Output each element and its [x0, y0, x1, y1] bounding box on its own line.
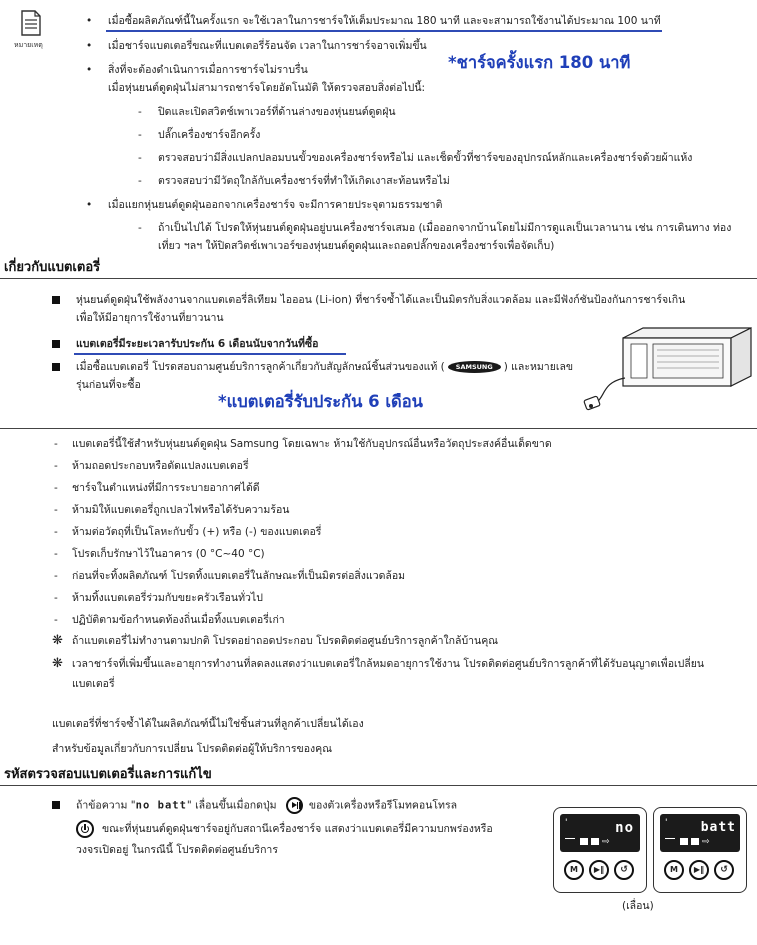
battery-warranty: แบตเตอรี่มีระยะเวลารับประกัน 6 เดือนนับจากวันที่ซื้อ — [76, 338, 319, 350]
section-divider — [0, 785, 757, 786]
recharge-button-icon: ↺ — [614, 860, 634, 880]
samsung-logo — [448, 361, 501, 373]
star-note-1: ถ้าแบตเตอรี่ไม่ทำงานตามปกติ โปรดอย่าถอดประกอบ โปรดติดต่อศูนย์บริการลูกค้าใกล้บ้านคุณ — [72, 635, 498, 647]
play-pause-button-icon: ▶‖ — [589, 860, 609, 880]
final-note-line-2: สำหรับข้อมูลเกี่ยวกับการเปลี่ยน โปรดติดต่อผู้ให้บริการของคุณ — [52, 743, 332, 755]
note-bullet-3-sub: เมื่อหุ่นยนต์ดูดฝุ่นไม่สามารถชาร์จโดยอัตโนมัติ ให้ตรวจสอบสิ่งต่อไปนี้: — [108, 82, 426, 94]
codes-line-2-text: ขณะที่หุ่นยนต์ดูดฝุ่นชาร์จอยู่กับสถานีเครื่องชาร์จ แสดงว่าแบตเตอรี่มีความบกพร่องหรือ — [102, 823, 493, 835]
caution-9: ปฏิบัติตามข้อกำหนดท้องถิ่นเมื่อทิ้งแบตเตอรี่เก่า — [72, 614, 285, 626]
play-pause-icon — [286, 797, 303, 814]
display-panel-no — [553, 807, 647, 893]
section-divider — [0, 428, 757, 429]
asterisk-icon: ❋ — [52, 633, 63, 648]
caution-6: โปรดเก็บรักษาไว้ในอาคาร (0 °C~40 °C) — [72, 548, 265, 560]
dash: - — [138, 175, 142, 187]
highlight-underline — [74, 353, 346, 355]
square-bullet — [52, 363, 60, 371]
battery-para-3-text-b: ) และหมายเลข — [503, 361, 574, 373]
codes-line-1-a: ถ้าข้อความ " — [76, 799, 136, 812]
note-label: หมายเหตุ — [14, 41, 43, 49]
star-note-2-line-1: เวลาชาร์จที่เพิ่มขึ้นและอายุการทำงานที่ลดลงแสดงว่าแบตเตอรี่ใกล้หมดอายุการใช้งาน โปรดติดต่อศูนย์บริการลูกค้าที่ได้รับอนุญาตเพื่อเปลี่ยน — [72, 658, 705, 670]
dash: - — [138, 129, 142, 141]
dash: - — [138, 106, 142, 118]
final-note-line-1: แบตเตอรี่ที่ชาร์จซ้ำได้ในผลิตภัณฑ์นี้ไม่ใช่ชิ้นส่วนที่ลูกค้าเปลี่ยนได้เอง — [52, 718, 364, 730]
caution-1: แบตเตอรี่นี้ใช้สำหรับหุ่นยนต์ดูดฝุ่น Samsung โดยเฉพาะ ห้ามใช้กับอุปกรณ์อื่นหรือวัตถุประสงค์อื่นเด็ดขาด — [72, 438, 552, 450]
dash: - — [54, 504, 58, 516]
dash: - — [138, 222, 142, 234]
bullet-dot: • — [86, 64, 93, 76]
dash: - — [54, 570, 58, 582]
power-icon — [76, 820, 94, 838]
battery-para-1-line-1: หุ่นยนต์ดูดฝุ่นใช้พลังงานจากแบตเตอรี่ลิเทียม ไอออน (Li-ion) ที่ชาร์จซ้ำได้และเป็นมิตรกับสิ่งแวดล้อม และมีฟังก์ชันป้องกันการชาร์จเกิน — [76, 294, 686, 306]
bullet-dot: • — [86, 15, 93, 27]
note-icon — [20, 10, 42, 36]
asterisk-icon: ❋ — [52, 656, 63, 671]
highlight-underline — [106, 30, 662, 32]
note-bullet-2: เมื่อชาร์จแบตเตอรี่ขณะที่แบตเตอรี่ร้อนจัด เวลาในการชาร์จอาจเพิ่มขึ้น — [108, 40, 427, 52]
dash: - — [54, 460, 58, 472]
caution-4: ห้ามมิให้แบตเตอรี่ถูกเปลวไฟหรือได้รับความร้อน — [72, 504, 290, 516]
lcd-screen: ' no ⇨ — [560, 814, 640, 852]
dash: - — [54, 526, 58, 538]
caution-3: ชาร์จในตำแหน่งที่มีการระบายอากาศได้ดี — [72, 482, 260, 494]
codes-line-1 — [76, 797, 457, 814]
dash: - — [54, 614, 58, 626]
codes-line-3: วงจรเปิดอยู่ ในกรณีนี้ โปรดติดต่อศูนย์บริการ — [76, 844, 278, 856]
codes-line-1-c: ของตัวเครื่องหรือรีโมทคอนโทรล — [308, 799, 458, 812]
no-batt-code: no batt — [135, 799, 187, 812]
discharge-line-1: ถ้าเป็นไปได้ โปรดให้หุ่นยนต์ดูดฝุ่นอยู่บนเครื่องชาร์จเสมอ (เมื่อออกจากบ้านโดยไม่มีการดูแลเป็นเวลานาน เช่น การเดินทาง ท่อง — [158, 222, 732, 234]
charge-callout: *ชาร์จครั้งแรก 180 นาที — [448, 53, 631, 72]
battery-para-3-text-a: เมื่อซื้อแบตเตอรี่ โปรดสอบถามศูนย์บริการลูกค้าเกี่ยวกับสัญลักษณ์ชิ้นส่วนของแท้ ( — [76, 361, 445, 373]
lcd-screen: ' batt ⇨ — [660, 814, 740, 852]
caution-5: ห้ามต่อวัตถุที่เป็นโลหะกับขั้ว (+) หรือ (-) ของแบตเตอรี่ — [72, 526, 322, 538]
caution-8: ห้ามทิ้งแบตเตอรี่ร่วมกับขยะครัวเรือนทั่วไป — [72, 592, 263, 604]
dash: - — [54, 438, 58, 450]
warranty-callout: *แบตเตอรี่รับประกัน 6 เดือน — [218, 392, 423, 411]
play-pause-button-icon: ▶‖ — [689, 860, 709, 880]
battery-para-3-line-1 — [76, 359, 573, 375]
codes-section-title: รหัสตรวจสอบแบตเตอรี่และการแก้ไข — [4, 767, 212, 782]
note-bullet-3: สิ่งที่จะต้องดำเนินการเมื่อการชาร์จไม่ราบรื่น — [108, 64, 308, 76]
check-item-4: ตรวจสอบว่ามีวัตถุใกล้กับเครื่องชาร์จที่ทำให้เกิดเงาสะท้อนหรือไม่ — [158, 175, 450, 187]
battery-section-title: เกี่ยวกับแบตเตอรี่ — [4, 260, 101, 275]
square-bullet — [52, 296, 60, 304]
note-bullet-1: เมื่อซื้อผลิตภัณฑ์นี้ในครั้งแรก จะใช้เวลาในการชาร์จให้เต็มประมาณ 180 นาที และจะสามารถใช้งานได้ประมาณ 100 นาที — [108, 15, 661, 27]
dash: - — [54, 592, 58, 604]
check-item-2: ปลั๊กเครื่องชาร์จอีกครั้ง — [158, 129, 261, 141]
section-divider — [0, 278, 757, 279]
caution-2: ห้ามถอดประกอบหรือดัดแปลงแบตเตอรี่ — [72, 460, 249, 472]
bullet-dot: • — [86, 40, 93, 52]
caution-7: ก่อนที่จะทิ้งผลิตภัณฑ์ โปรดทิ้งแบตเตอรี่ในลักษณะที่เป็นมิตรต่อสิ่งแวดล้อม — [72, 570, 406, 582]
codes-line-2 — [76, 820, 493, 838]
star-note-2-line-2: แบตเตอรี่ — [72, 678, 115, 690]
check-item-3: ตรวจสอบว่ามีสิ่งแปลกปลอมบนขั้วของเครื่องชาร์จหรือไม่ และเช็ดขั้วที่ชาร์จของอุปกรณ์หลักและเครื่องชาร์จด้วยผ้าแห้ง — [158, 152, 693, 164]
note-bullet-4: เมื่อแยกหุ่นยนต์ดูดฝุ่นออกจากเครื่องชาร์จ จะมีการคายประจุตามธรรมชาติ — [108, 199, 443, 211]
dash: - — [54, 548, 58, 560]
display-caption: (เลื่อน) — [622, 900, 654, 912]
dash: - — [138, 152, 142, 164]
charger-illustration — [583, 326, 755, 416]
codes-line-1-b: " เลื่อนขึ้นเมื่อกดปุ่ม — [186, 799, 277, 812]
display-panel-batt — [653, 807, 747, 893]
battery-para-3-line-2: รุ่นก่อนที่จะซื้อ — [76, 379, 141, 391]
lcd-text-batt: batt — [700, 820, 736, 835]
battery-para-1-line-2: เพื่อให้มีอายุการใช้งานที่ยาวนาน — [76, 312, 224, 324]
mode-button-icon: M — [564, 860, 584, 880]
dash: - — [54, 482, 58, 494]
recharge-button-icon: ↺ — [714, 860, 734, 880]
square-bullet — [52, 340, 60, 348]
discharge-line-2: เที่ยว ฯลฯ ให้ปิดสวิตช์เพาเวอร์ของหุ่นยนต์ดูดฝุ่นและถอดปลั๊กของเครื่องชาร์จเพื่อจัดเก็บ) — [158, 240, 555, 252]
lcd-text-no: no — [615, 820, 634, 836]
bullet-dot: • — [86, 199, 93, 211]
mode-button-icon: M — [664, 860, 684, 880]
square-bullet — [52, 801, 60, 809]
check-item-1: ปิดและเปิดสวิตช์เพาเวอร์ที่ด้านล่างของหุ่นยนต์ดูดฝุ่น — [158, 106, 396, 118]
samsung-logo-text: SAMSUNG — [455, 363, 493, 371]
